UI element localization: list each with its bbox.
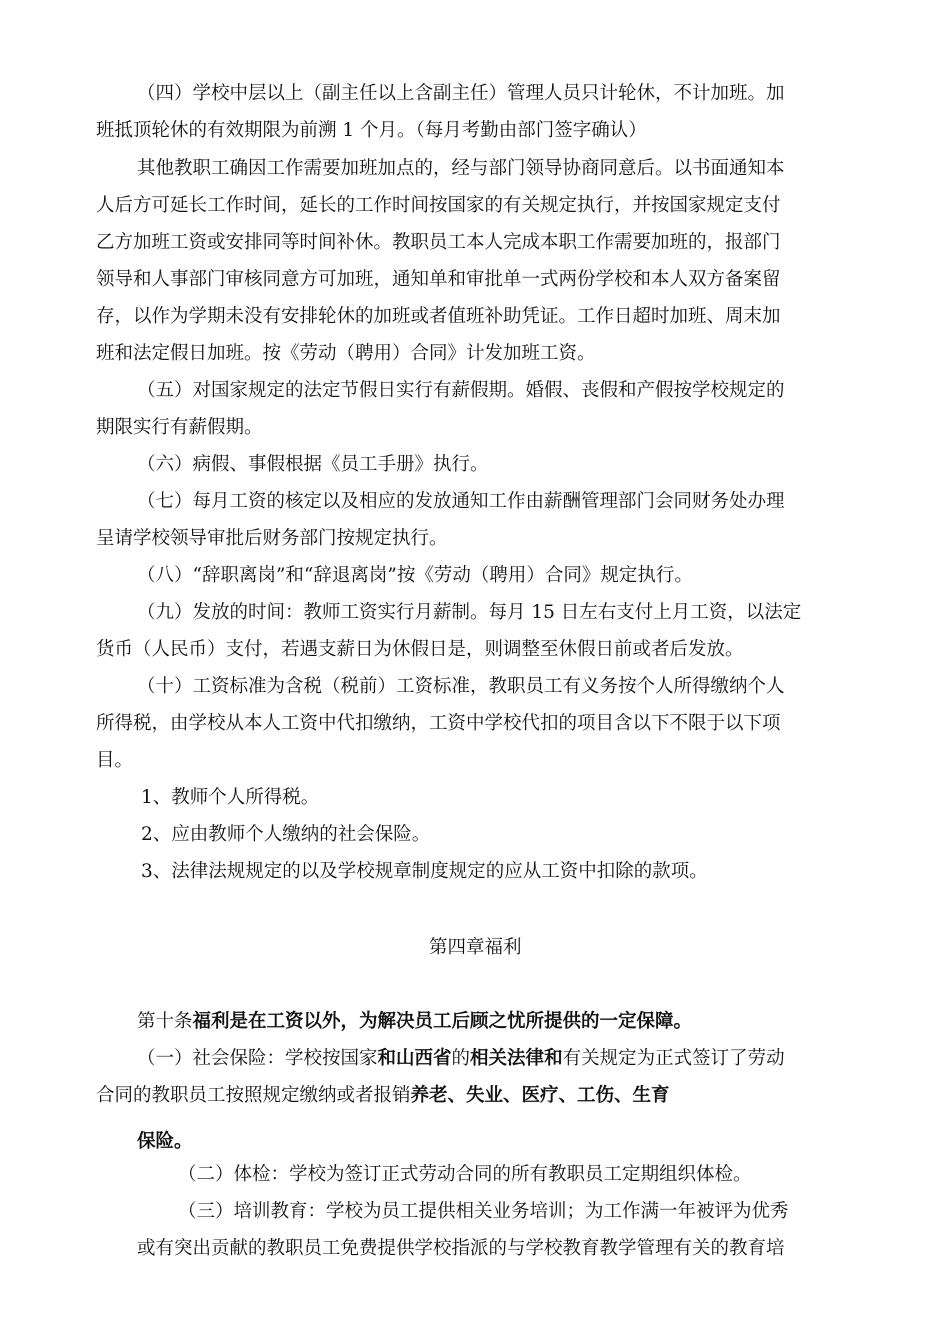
paragraph-5-line-1: （五）对国家规定的法定节假日实行有薪假期。婚假、丧假和产假按学校规定的 xyxy=(137,380,785,401)
section-1-text-e: 和 xyxy=(544,1048,563,1069)
section-1-text-d: 相关法律 xyxy=(470,1048,545,1069)
section-1-text-b: 和山西省 xyxy=(377,1048,452,1069)
list-item-3: 3、法律法规规定的以及学校规章制度规定的应从工资中扣除的款项。 xyxy=(141,861,708,882)
paragraph-other-line-2: 人后方可延长工作时间，延长的工作时间按国家的有关规定执行，并按国家规定支付 xyxy=(96,195,781,216)
paragraph-10-line-3: 目。 xyxy=(96,750,134,771)
section-1-line-2 xyxy=(96,1084,670,1108)
paragraph-7-line-1: （七）每月工资的核定以及相应的发放通知工作由薪酬管理部门会同财务处办理 xyxy=(137,491,785,512)
article-10-line xyxy=(137,1010,692,1034)
section-1-text-c: 的 xyxy=(451,1048,471,1069)
paragraph-10-line-1: （十）工资标准为含税（税前）工资标准，教职员工有义务按个人所得缴纳个人 xyxy=(137,676,785,697)
section-2-line-1: （二）体检：学校为签订正式劳动合同的所有教职员工定期组织体检。 xyxy=(178,1164,752,1185)
paragraph-other-line-1: 其他教职工确因工作需要加班加点的，经与部门领导协商同意后。以书面通知本 xyxy=(137,158,785,179)
section-1-text-f: 有关规定为正式签订了劳动 xyxy=(562,1048,785,1069)
section-1-line-3: 保险。 xyxy=(137,1131,193,1152)
section-1-line-2-text-a: 合同的教职员工按照规定缴纳或者报销 xyxy=(96,1085,411,1106)
article-10-label: 第十条 xyxy=(137,1011,193,1032)
paragraph-9-line-2: 货币（人民币）支付，若遇支薪日为休假日是，则调整至休假日前或者后发放。 xyxy=(96,639,744,660)
list-item-1: 1、教师个人所得税。 xyxy=(141,787,320,808)
paragraph-5-line-2: 期限实行有薪假期。 xyxy=(96,417,263,438)
chapter-title: 第四章福利 xyxy=(429,937,522,958)
paragraph-6-line-1: （六）病假、事假根据《员工手册》执行。 xyxy=(137,454,489,475)
paragraph-other-line-4: 领导和人事部门审核同意方可加班，通知单和审批单一式两份学校和本人双方备案留 xyxy=(96,269,781,290)
paragraph-8-line-1: （八）“辞职离岗”和“辞退离岗”按《劳动（聘用）合同》规定执行。 xyxy=(137,565,693,586)
section-1-text-a: （一）社会保险：学校按国家 xyxy=(137,1048,378,1069)
list-item-2: 2、应由教师个人缴纳的社会保险。 xyxy=(141,824,431,845)
paragraph-9-line-1: （九）发放的时间：教师工资实行月薪制。每月 15 日左右支付上月工资，以法定 xyxy=(137,602,802,623)
paragraph-10-line-2: 所得税，由学校从本人工资中代扣缴纳，工资中学校代扣的项目含以下不限于以下项 xyxy=(96,713,781,734)
paragraph-other-line-6: 班和法定假日加班。按《劳动（聘用）合同》计发加班工资。 xyxy=(96,343,596,364)
paragraph-4-line-2: 班抵顶轮休的有效期限为前溯 1 个月。（每月考勤由部门签字确认） xyxy=(96,120,647,141)
section-1-line-1 xyxy=(137,1047,785,1071)
paragraph-other-line-3: 乙方加班工资或安排同等时间补休。教职员工本人完成本职工作需要加班的，报部门 xyxy=(96,232,781,253)
paragraph-4-line-1: （四）学校中层以上（副主任以上含副主任）管理人员只计轮休，不计加班。加 xyxy=(137,83,785,104)
section-1-line-2-text-b: 养老、失业、医疗、工伤、生育 xyxy=(410,1085,670,1106)
paragraph-7-line-2: 呈请学校领导审批后财务部门按规定执行。 xyxy=(96,528,448,549)
paragraph-other-line-5: 存，以作为学期未没有安排轮休的加班或者值班补助凭证。工作日超时加班、周末加 xyxy=(96,306,781,327)
section-3-line-1: （三）培训教育：学校为员工提供相关业务培训；为工作满一年被评为优秀 xyxy=(178,1201,789,1222)
section-3-line-2: 或有突出贡献的教职员工免费提供学校指派的与学校教育教学管理有关的教育培 xyxy=(137,1238,785,1259)
article-10-text: 福利是在工资以外，为解决员工后顾之忧所提供的一定保障。 xyxy=(192,1011,693,1032)
